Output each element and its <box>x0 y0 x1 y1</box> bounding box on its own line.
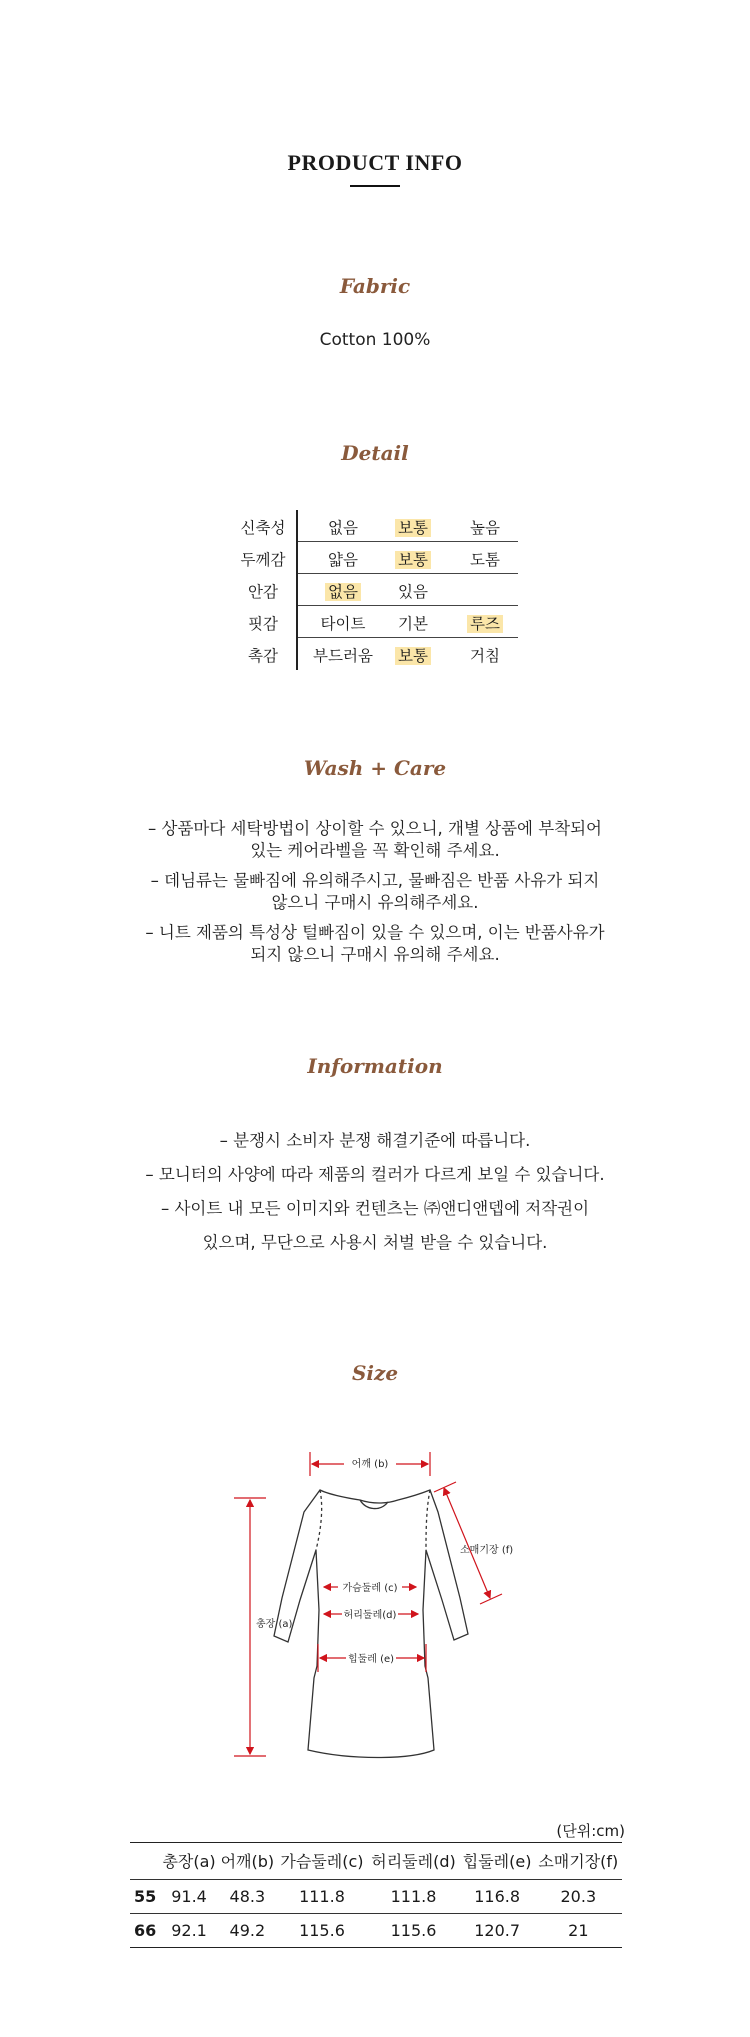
detail-heading: Detail <box>341 441 409 465</box>
detail-row-label: 신축성 <box>240 519 286 537</box>
size-header-blank <box>130 1843 160 1880</box>
wash-line: 않으니 구매시 유의해주세요. <box>271 893 479 912</box>
wash-line: – 니트 제품의 특성상 털빠짐이 있을 수 있으며, 이는 반품사유가 <box>145 923 605 942</box>
detail-row-label: 두께감 <box>240 551 286 569</box>
waist-label: 허리둘레(d) <box>343 1610 397 1621</box>
shoulder-label: 어깨 (b) <box>351 1459 389 1470</box>
detail-option-text: 기본 <box>398 615 428 633</box>
title-underline <box>350 185 400 187</box>
length-label: 총장 (a) <box>256 1619 293 1630</box>
size-row <box>130 1880 622 1914</box>
sleeve-arrow <box>444 1488 490 1598</box>
size-row-label: 66 <box>130 1914 160 1948</box>
size-cell: 92.1 <box>160 1914 218 1948</box>
information-line: – 모니터의 사양에 따라 제품의 컬러가 다르게 보일 수 있습니다. <box>145 1165 605 1184</box>
detail-option-text: 도톰 <box>470 551 500 569</box>
size-cell: 115.6 <box>367 1914 459 1948</box>
size-cell: 49.2 <box>218 1914 277 1948</box>
information-line: – 사이트 내 모든 이미지와 컨텐츠는 ㈜앤디앤뎁에 저작권이 <box>160 1199 590 1218</box>
size-column-header: 허리둘레(d) <box>367 1843 459 1880</box>
hip-label: 힙둘레 (e) <box>347 1654 395 1665</box>
detail-divider <box>296 542 298 574</box>
detail-option <box>308 644 378 666</box>
wash-line: – 데님류는 물빠짐에 유의해주시고, 물빠짐은 반품 사유가 되지 <box>150 871 600 890</box>
detail-option-text: 높음 <box>470 519 500 537</box>
detail-option <box>450 644 520 666</box>
detail-option <box>378 580 448 602</box>
size-column-header: 어깨(b) <box>218 1843 277 1880</box>
size-row-label: 55 <box>130 1880 160 1914</box>
detail-row <box>228 606 518 638</box>
size-table <box>130 1842 622 1948</box>
dress-outline <box>274 1490 468 1758</box>
detail-divider <box>296 510 298 542</box>
detail-option <box>308 612 378 634</box>
size-column-header: 가슴둘레(c) <box>277 1843 368 1880</box>
size-column-header: 힙둘레(e) <box>460 1843 535 1880</box>
size-cell: 20.3 <box>535 1880 622 1914</box>
fabric-heading: Fabric <box>339 274 411 298</box>
size-cell: 115.6 <box>277 1914 368 1948</box>
detail-row-label: 촉감 <box>248 647 278 665</box>
detail-option-text: 없음 <box>328 519 358 537</box>
detail-option-selected: 루즈 <box>467 615 503 633</box>
size-cell: 116.8 <box>460 1880 535 1914</box>
chest-label: 가슴둘레 (c) <box>342 1583 398 1594</box>
wash-instructions <box>0 818 750 974</box>
size-column-header: 소매기장(f) <box>535 1843 622 1880</box>
detail-option <box>378 644 448 666</box>
detail-option <box>450 516 520 538</box>
wash-paragraph <box>0 922 750 966</box>
detail-option-selected: 없음 <box>325 583 361 601</box>
size-unit: (단위:cm) <box>556 1822 625 1840</box>
size-cell: 111.8 <box>277 1880 368 1914</box>
detail-option-text: 거침 <box>470 647 500 665</box>
detail-divider <box>296 638 298 670</box>
detail-row-label: 핏감 <box>248 615 278 633</box>
fabric-value: Cotton 100% <box>319 330 431 350</box>
size-cell: 120.7 <box>460 1914 535 1948</box>
detail-option <box>378 516 448 538</box>
detail-divider <box>296 606 298 638</box>
information-notes <box>0 1124 750 1260</box>
wash-line: 있는 케어라벨을 꼭 확인해 주세요. <box>250 841 500 860</box>
detail-row <box>228 638 518 670</box>
size-cell: 21 <box>535 1914 622 1948</box>
detail-option <box>378 612 448 634</box>
dress-size-diagram <box>220 1430 540 1790</box>
detail-option-selected: 보통 <box>395 551 431 569</box>
information-line: – 분쟁시 소비자 분쟁 해결기준에 따릅니다. <box>219 1131 531 1150</box>
detail-option <box>450 548 520 570</box>
detail-option-text: 얇음 <box>328 551 358 569</box>
size-cell: 111.8 <box>367 1880 459 1914</box>
detail-row <box>228 574 518 606</box>
detail-table <box>228 510 518 670</box>
detail-option <box>378 548 448 570</box>
size-column-header: 총장(a) <box>160 1843 218 1880</box>
detail-option-text: 타이트 <box>320 615 366 633</box>
detail-option-selected: 보통 <box>395 647 431 665</box>
detail-option-selected: 보통 <box>395 519 431 537</box>
size-row <box>130 1914 622 1948</box>
page-title: PRODUCT INFO <box>287 150 463 175</box>
wash-heading: Wash + Care <box>303 756 447 780</box>
information-heading: Information <box>307 1054 443 1078</box>
detail-option <box>308 516 378 538</box>
sleeve-label: 소매기장 (f) <box>460 1545 514 1556</box>
wash-line: 되지 않으니 구매시 유의해 주세요. <box>250 945 500 964</box>
detail-option-text: 부드러움 <box>313 647 373 665</box>
wash-paragraph <box>0 870 750 914</box>
wash-paragraph <box>0 818 750 862</box>
detail-row <box>228 510 518 542</box>
information-line: 있으며, 무단으로 사용시 처벌 받을 수 있습니다. <box>202 1233 548 1252</box>
size-cell: 48.3 <box>218 1880 277 1914</box>
detail-option <box>308 548 378 570</box>
wash-line: – 상품마다 세탁방법이 상이할 수 있으니, 개별 상품에 부착되어 <box>148 819 602 838</box>
detail-option <box>308 580 378 602</box>
detail-row-label: 안감 <box>248 583 278 601</box>
detail-option-text: 있음 <box>398 583 428 601</box>
detail-divider <box>296 574 298 606</box>
size-cell: 91.4 <box>160 1880 218 1914</box>
detail-row <box>228 542 518 574</box>
size-heading: Size <box>351 1361 399 1385</box>
detail-option <box>450 612 520 634</box>
